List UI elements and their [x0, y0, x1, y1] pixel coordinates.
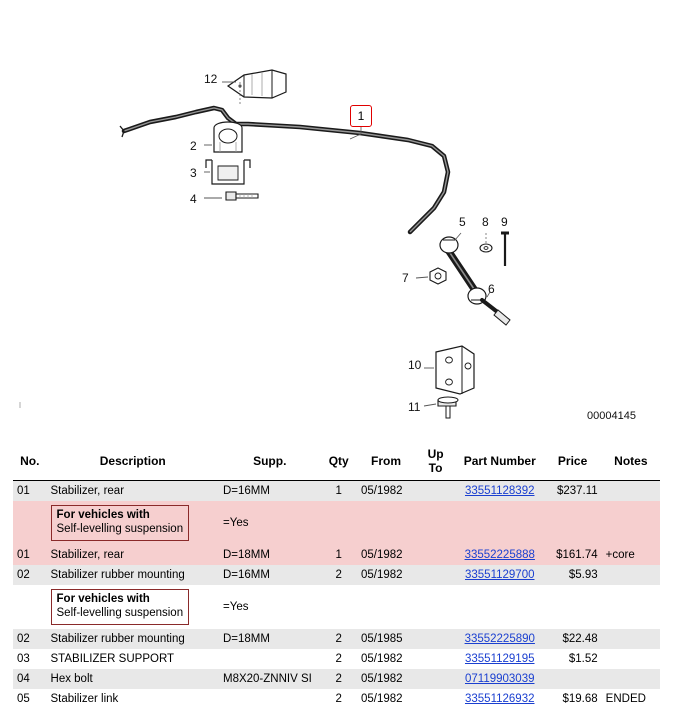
- cell-upto: [415, 689, 456, 709]
- cell-part-number: [456, 649, 543, 669]
- cell-description: Stabilizer, rear: [47, 481, 219, 502]
- cell-part-number: [456, 629, 543, 649]
- note-box-inner: [51, 589, 190, 625]
- cell-from: 05/1982: [357, 481, 415, 502]
- note-supp-value: =Yes: [219, 501, 321, 545]
- cell-from: 05/1985: [357, 629, 415, 649]
- cell-from: 05/1982: [357, 565, 415, 585]
- parts-table-container: [13, 444, 660, 709]
- cell-part-number: [456, 669, 543, 689]
- cell-supp: [219, 649, 321, 669]
- table-note-row: [13, 585, 660, 629]
- cell-description: Hex bolt: [47, 669, 219, 689]
- cell-supp: D=18MM: [219, 545, 321, 565]
- note-box: [47, 585, 219, 629]
- cell-no: 03: [13, 649, 47, 669]
- cell-supp: [219, 689, 321, 709]
- part-number-link[interactable]: 33552225888: [464, 548, 535, 561]
- note-row-empty-cell: [321, 501, 357, 545]
- callout-11: 11: [408, 400, 421, 414]
- cell-description: Stabilizer rubber mounting: [47, 565, 219, 585]
- cell-no: 05: [13, 689, 47, 709]
- cell-notes: [602, 565, 660, 585]
- header-part-number: Part Number: [456, 444, 543, 481]
- cell-from: 05/1982: [357, 689, 415, 709]
- table-row: [13, 545, 660, 565]
- cell-supp: D=16MM: [219, 565, 321, 585]
- cell-notes: ENDED: [602, 689, 660, 709]
- callout-8: 8: [482, 215, 489, 229]
- drawing-code: 00004145: [587, 410, 636, 422]
- cell-upto: [415, 669, 456, 689]
- cell-description: STABILIZER SUPPORT: [47, 649, 219, 669]
- cell-qty: 2: [321, 565, 357, 585]
- cell-no: 01: [13, 545, 47, 565]
- note-row-empty-cell: [543, 585, 601, 629]
- table-row: [13, 649, 660, 669]
- cell-qty: 1: [321, 481, 357, 502]
- cell-qty: 1: [321, 545, 357, 565]
- cell-part-number: [456, 481, 543, 502]
- cell-price: $1.52: [543, 649, 601, 669]
- cell-qty: 2: [321, 669, 357, 689]
- cell-notes: [602, 629, 660, 649]
- parts-table-body: [13, 481, 660, 709]
- part-number-link[interactable]: 33551126932: [464, 692, 535, 705]
- note-row-empty-cell: [415, 501, 456, 545]
- table-row: [13, 565, 660, 585]
- table-note-row: [13, 501, 660, 545]
- part-number-link[interactable]: 33551128392: [464, 485, 535, 497]
- callout-1: 1: [350, 105, 372, 127]
- header-qty: Qty: [321, 444, 357, 481]
- table-header-row: [13, 444, 660, 481]
- cell-description: Stabilizer rubber mounting: [47, 629, 219, 649]
- note-row-empty-cell: [357, 501, 415, 545]
- cell-from: 05/1982: [357, 669, 415, 689]
- callout-2: 2: [190, 139, 197, 153]
- cell-from: 05/1982: [357, 545, 415, 565]
- parts-table-head: [13, 444, 660, 481]
- header-supp: Supp.: [219, 444, 321, 481]
- cell-price: [543, 669, 601, 689]
- table-row: [13, 669, 660, 689]
- header-notes: Notes: [602, 444, 660, 481]
- callout-12: 12: [204, 72, 218, 86]
- cell-notes: [602, 669, 660, 689]
- cell-supp: M8X20-ZNNIV SI: [219, 669, 321, 689]
- callout-5: 5: [459, 215, 466, 229]
- callout-4: 4: [190, 192, 197, 206]
- note-supp-value: =Yes: [219, 585, 321, 629]
- note-row-no: [13, 585, 47, 629]
- cell-part-number: [456, 565, 543, 585]
- parts-table: [13, 444, 660, 709]
- part-number-link[interactable]: 07119903039: [464, 672, 535, 685]
- part-number-link[interactable]: 33551129195: [464, 652, 535, 665]
- cell-upto: [415, 629, 456, 649]
- header-description: Description: [47, 444, 219, 481]
- cell-upto: [415, 545, 456, 565]
- cell-supp: D=16MM: [219, 481, 321, 502]
- cell-upto: [415, 649, 456, 669]
- table-row: [13, 689, 660, 709]
- header-upto: Up To: [415, 444, 456, 481]
- table-row: [13, 629, 660, 649]
- note-row-empty-cell: [456, 501, 543, 545]
- note-box: [47, 501, 219, 545]
- part-number-link[interactable]: 33552225890: [464, 632, 535, 645]
- note-row-empty-cell: [415, 585, 456, 629]
- cell-from: 05/1982: [357, 649, 415, 669]
- callout-9: 9: [501, 215, 508, 229]
- header-no: No.: [13, 444, 47, 481]
- cell-notes: [602, 649, 660, 669]
- cell-part-number: [456, 689, 543, 709]
- note-row-empty-cell: [602, 501, 660, 545]
- cell-no: 02: [13, 629, 47, 649]
- note-row-empty-cell: [321, 585, 357, 629]
- callout-7: 7: [402, 271, 409, 285]
- note-row-no: [13, 501, 47, 545]
- note-line-2: Self-levelling suspension: [56, 607, 184, 620]
- cell-qty: 2: [321, 649, 357, 669]
- note-row-empty-cell: [357, 585, 415, 629]
- cell-qty: 2: [321, 629, 357, 649]
- cell-qty: 2: [321, 689, 357, 709]
- cell-notes: +core: [602, 545, 660, 565]
- header-from: From: [357, 444, 415, 481]
- note-box-inner: [51, 505, 190, 541]
- note-row-empty-cell: [543, 501, 601, 545]
- cell-upto: [415, 565, 456, 585]
- note-row-empty-cell: [456, 585, 543, 629]
- cell-no: 04: [13, 669, 47, 689]
- cell-notes: [602, 481, 660, 502]
- cell-price: $22.48: [543, 629, 601, 649]
- header-price: Price: [543, 444, 601, 481]
- cell-price: $5.93: [543, 565, 601, 585]
- cell-price: $19.68: [543, 689, 601, 709]
- cell-part-number: [456, 545, 543, 565]
- note-line-1: For vehicles with: [56, 509, 150, 521]
- cell-description: Stabilizer link: [47, 689, 219, 709]
- cell-no: 01: [13, 481, 47, 502]
- note-line-2: Self-levelling suspension: [56, 523, 184, 536]
- cell-price: $237.11: [543, 481, 601, 502]
- note-line-1: For vehicles with: [56, 592, 150, 605]
- callout-10: 10: [408, 358, 422, 372]
- cell-upto: [415, 481, 456, 502]
- cell-price: $161.74: [543, 545, 601, 565]
- cell-description: Stabilizer, rear: [47, 545, 219, 565]
- cell-supp: D=18MM: [219, 629, 321, 649]
- table-row: [13, 481, 660, 502]
- part-number-link[interactable]: 33551129700: [464, 568, 535, 581]
- note-row-empty-cell: [602, 585, 660, 629]
- cell-no: 02: [13, 565, 47, 585]
- callout-3: 3: [190, 166, 197, 180]
- callout-6: 6: [488, 282, 495, 296]
